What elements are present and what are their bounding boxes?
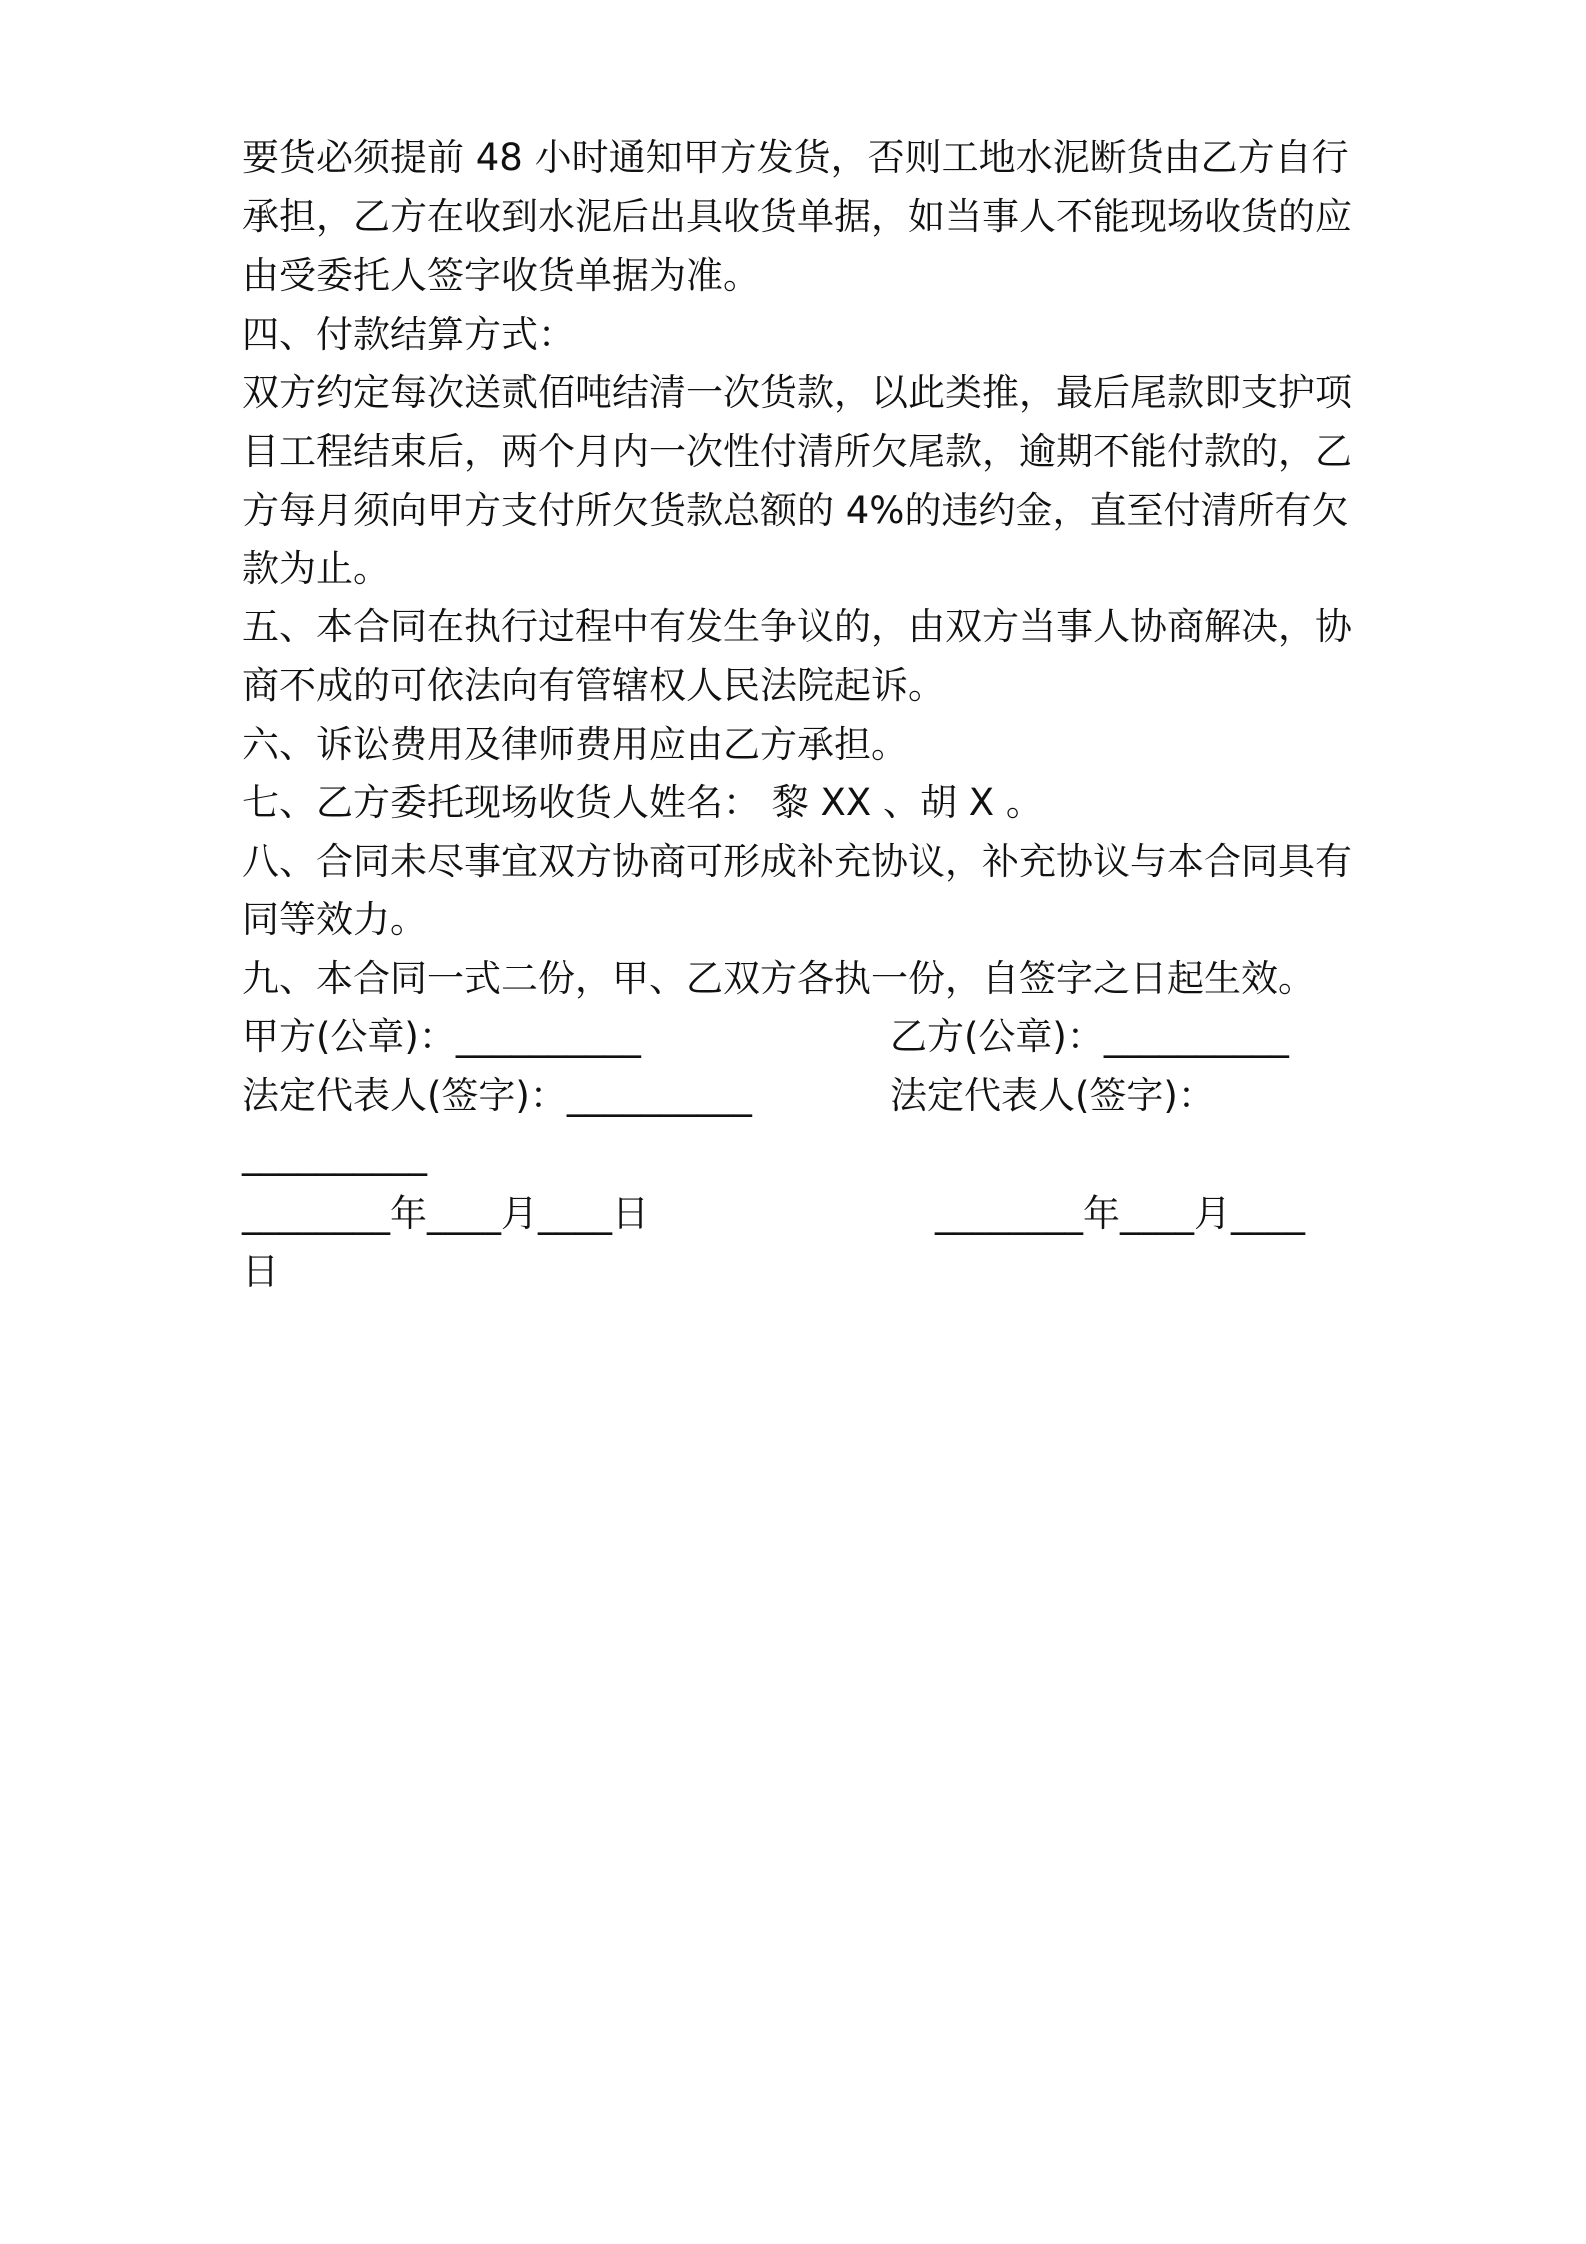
section-heading: 四、付款结算方式：: [242, 313, 575, 356]
body-line: 承担，乙方在收到水泥后出具收货单据，如当事人不能现场收货的应: [242, 195, 1352, 238]
clause-five: 五、本合同在执行过程中有发生争议的，由双方当事人协商解决，协: [242, 605, 1352, 648]
clause-six: 六、诉讼费用及律师费用应由乙方承担。: [242, 723, 908, 766]
body-line: 款为止。: [242, 547, 390, 590]
body-line: 目工程结束后，两个月内一次性付清所欠尾款，逾期不能付款的，乙: [242, 430, 1352, 473]
party-b-representative-blank: __________: [242, 1133, 427, 1176]
body-line: 双方约定每次送贰佰吨结清一次货款，以此类推，最后尾款即支护项: [242, 371, 1352, 414]
body-line: 方每月须向甲方支付所欠货款总额的 4%的违约金，直至付清所有欠: [242, 489, 1349, 532]
party-b-seal: 乙方(公章)：__________: [890, 1015, 1289, 1058]
party-b-representative: 法定代表人(签字)：: [890, 1074, 1215, 1117]
party-a-seal: 甲方(公章)：__________: [242, 1015, 641, 1058]
party-a-date: ________年____月____日: [242, 1192, 649, 1235]
party-b-date-day: 日: [242, 1250, 279, 1293]
body-line: 同等效力。: [242, 898, 427, 941]
party-b-date: ________年____月____: [935, 1192, 1305, 1235]
clause-nine: 九、本合同一式二份，甲、乙双方各执一份，自签字之日起生效。: [242, 957, 1315, 1000]
clause-seven: 七、乙方委托现场收货人姓名： 黎 XX 、胡 X 。: [242, 781, 1043, 824]
body-line: 要货必须提前 48 小时通知甲方发货，否则工地水泥断货由乙方自行: [242, 136, 1349, 179]
body-line: 商不成的可依法向有管辖权人民法院起诉。: [242, 664, 945, 707]
clause-eight: 八、合同未尽事宜双方协商可形成补充协议，补充协议与本合同具有: [242, 840, 1352, 883]
party-a-representative: 法定代表人(签字)：__________: [242, 1074, 752, 1117]
body-line: 由受委托人签字收货单据为准。: [242, 254, 760, 297]
